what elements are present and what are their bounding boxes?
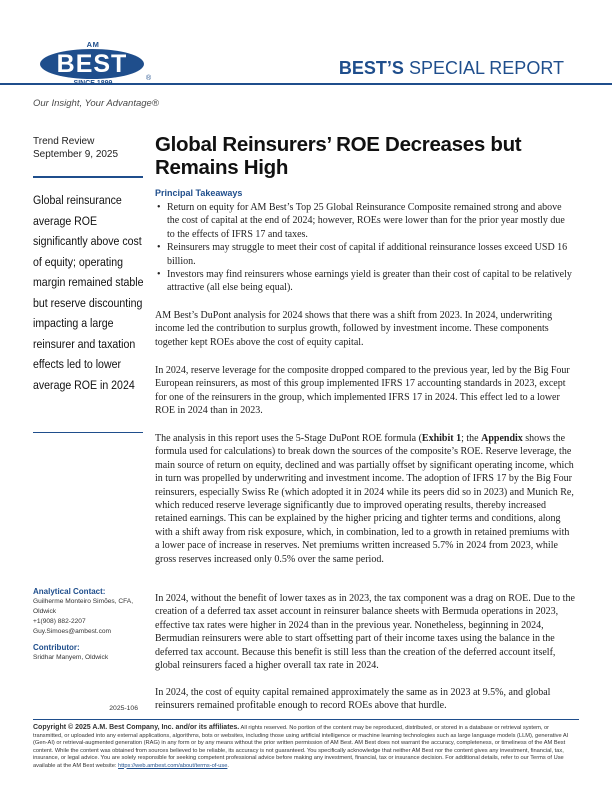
sidebar-divider-top — [33, 176, 143, 178]
takeaway-item — [155, 241, 575, 268]
report-meta — [33, 135, 143, 161]
paragraph-taxes: In 2024, without the benefit of lower taxes as in 2023, the tax component was a drag on ROE. Due to the creation of a deferred tax asset account in reinsurer balance sheets with Bermuda operations in 2023, effective tax rates were higher in 2024 than in the previous year. Nonetheless, beginning in 2024, Bermudian reinsurers were able to start offsetting part of their income taxes using the balance in the deferred tax account. Because this benefit is still less than the creation of the deferred account itself, global reinsurers faced a higher overall tax rate in 2024. — [155, 593, 575, 672]
report-title-bold: BEST’S — [338, 58, 404, 78]
copyright-notice: Copyright © 2025 A.M. Best Company, Inc. and/or its affiliates. — [33, 724, 240, 731]
logo-am-text: AM — [86, 40, 100, 49]
contributor-label: Contributor: — [33, 643, 80, 652]
takeaways-heading: Principal Takeaways — [155, 188, 243, 198]
paragraph-analysis — [155, 432, 575, 566]
report-type: Trend Review — [33, 136, 95, 147]
sidebar-divider-bottom — [33, 432, 143, 433]
para3-text-a: The analysis in this report uses the 5-Stage DuPont ROE formula ( — [155, 433, 422, 444]
para3-text-b: ; the — [461, 433, 482, 444]
footer-divider — [33, 719, 579, 720]
analyst-phone: +1(908) 882-2207 — [33, 618, 86, 625]
report-date: September 9, 2025 — [33, 149, 119, 160]
footer-end: . — [227, 762, 230, 769]
contact-block — [33, 586, 145, 663]
article-title: Global Reinsurers’ ROE Decreases but Remains High — [155, 133, 522, 179]
report-series-title — [339, 58, 564, 79]
logo-best-text: BEST — [56, 50, 128, 78]
takeaway-text: Reinsurers may struggle to meet their cost of capital if additional reinsurance losses exceed USD 16 billion. — [167, 242, 568, 267]
bullet-icon: • — [157, 202, 161, 213]
copyright-footer — [33, 724, 579, 770]
para3-text-c: shows the formula used for calculations) to break down the sources of the composite’s ROE. Reserve leverage, the main source of return on equity, declined and was partially offset by significant operating income, which in turn was propelled by underwriting and investment income. The adoption of IFRS 17 by the Big Four reinsurers, especially Swiss Re (which adopted it in 2024 while its peers did so in 2023) and Munich Re, which reduced reserve leverage significantly due to improved operating results, thereby increased retained earnings. This can be explained by the higher pricing and tighter terms and conditions, along with a shift away from risk exposure, which, in combination, led to a growth in retained premiums with a lower pace of increase in reserves. Net premiums written increased 5.7% in 2024 from 2023, while gross reserves increased only 0.5% over the same period. — [155, 433, 574, 565]
exhibit-1-link[interactable]: Exhibit 1 — [421, 433, 462, 444]
pull-quote: Global reinsurance average ROE significantly above cost of equity; operating margin remained stable but reserve discounting impacting a large reinsurer and taxation effects led to lower average ROE in 2024 — [33, 193, 144, 392]
analytical-contact-label: Analytical Contact: — [33, 587, 106, 596]
bullet-icon: • — [157, 269, 161, 281]
tagline: Our Insight, Your Advantage® — [33, 98, 159, 109]
am-best-logo — [32, 40, 154, 100]
takeaways-list — [155, 201, 575, 295]
analyst-name: Guilherme Monteiro Simões, CFA, Oldwick — [33, 598, 134, 615]
header-divider — [0, 83, 612, 85]
terms-of-use-link[interactable]: https://web.ambest.com/about/terms-of-use — [118, 762, 228, 769]
footer-body: All rights reserved. No portion of the content may be reproduced, distributed, or stored in a database or retrieval system, or transmitted, or uploaded into any external applications, algorithms, bots or websites, including those using artificial intelligence or machine learning technologies such as large language models (LLM), generative AI (Gen-AI) or retrieval-augmented generation (RAG) in any form or by any means without the prior written permission of AM Best. AM Best does not warrant the accuracy, completeness, or timeliness of the AM Best content. While the content was obtained from sources believed to be reliable, its accuracy is not guaranteed. You specifically acknowledge that neither AM Best nor the content gives any investment, financial, tax, insurance, or legal advice. You are solely responsible for seeking competent professional advice before making any investment, financial, tax or insurance decision. For additional details, refer to our Terms of Use available at the AM Best website: — [33, 725, 569, 769]
bullet-icon: • — [157, 242, 161, 254]
takeaway-text: Return on equity for AM Best’s Top 25 Global Reinsurance Composite remained strong and above the cost of capital at the end of 2024; however, ROEs were lower than for the prior year mostly due to the effects of IFRS 17 and taxes. — [167, 202, 565, 240]
takeaway-item — [155, 201, 575, 241]
appendix-link[interactable]: Appendix — [481, 433, 523, 444]
report-title-rest: SPECIAL REPORT — [403, 58, 564, 78]
logo-registered-mark: ® — [146, 75, 152, 82]
document-number: 2025-106 — [109, 705, 138, 712]
paragraph-cost-of-equity: In 2024, the cost of equity capital remained approximately the same as in 2023 at 9.5%, and global reinsurers remained profitable enough to record ROEs above that hurdle. — [155, 687, 551, 712]
analyst-email[interactable]: Guy.Simoes@ambest.com — [33, 628, 112, 635]
paragraph-reserve-leverage: In 2024, reserve leverage for the composite dropped compared to the previous year, led by the Big Four European reinsurers, as most of this group implemented IFRS 17 accounting standards in 2023, except for one of the reinsurers in the group, which implemented IFRS 17 in 2024. This effect led to a lower ROE in 2024 than in 2023. — [155, 365, 570, 417]
contributor-name: Sridhar Manyem, Oldwick — [33, 654, 109, 661]
paragraph-dupont: AM Best’s DuPont analysis for 2024 shows that there was a shift from 2023. In 2024, underwriting income led the contribution to surplus growth, followed by investment income. These components together kept ROEs above the cost of equity capital. — [155, 310, 553, 348]
takeaway-text: Investors may find reinsurers whose earnings yield is greater than their cost of capital to be relatively attractive (all else being equal). — [167, 269, 572, 294]
takeaway-item — [155, 268, 575, 295]
